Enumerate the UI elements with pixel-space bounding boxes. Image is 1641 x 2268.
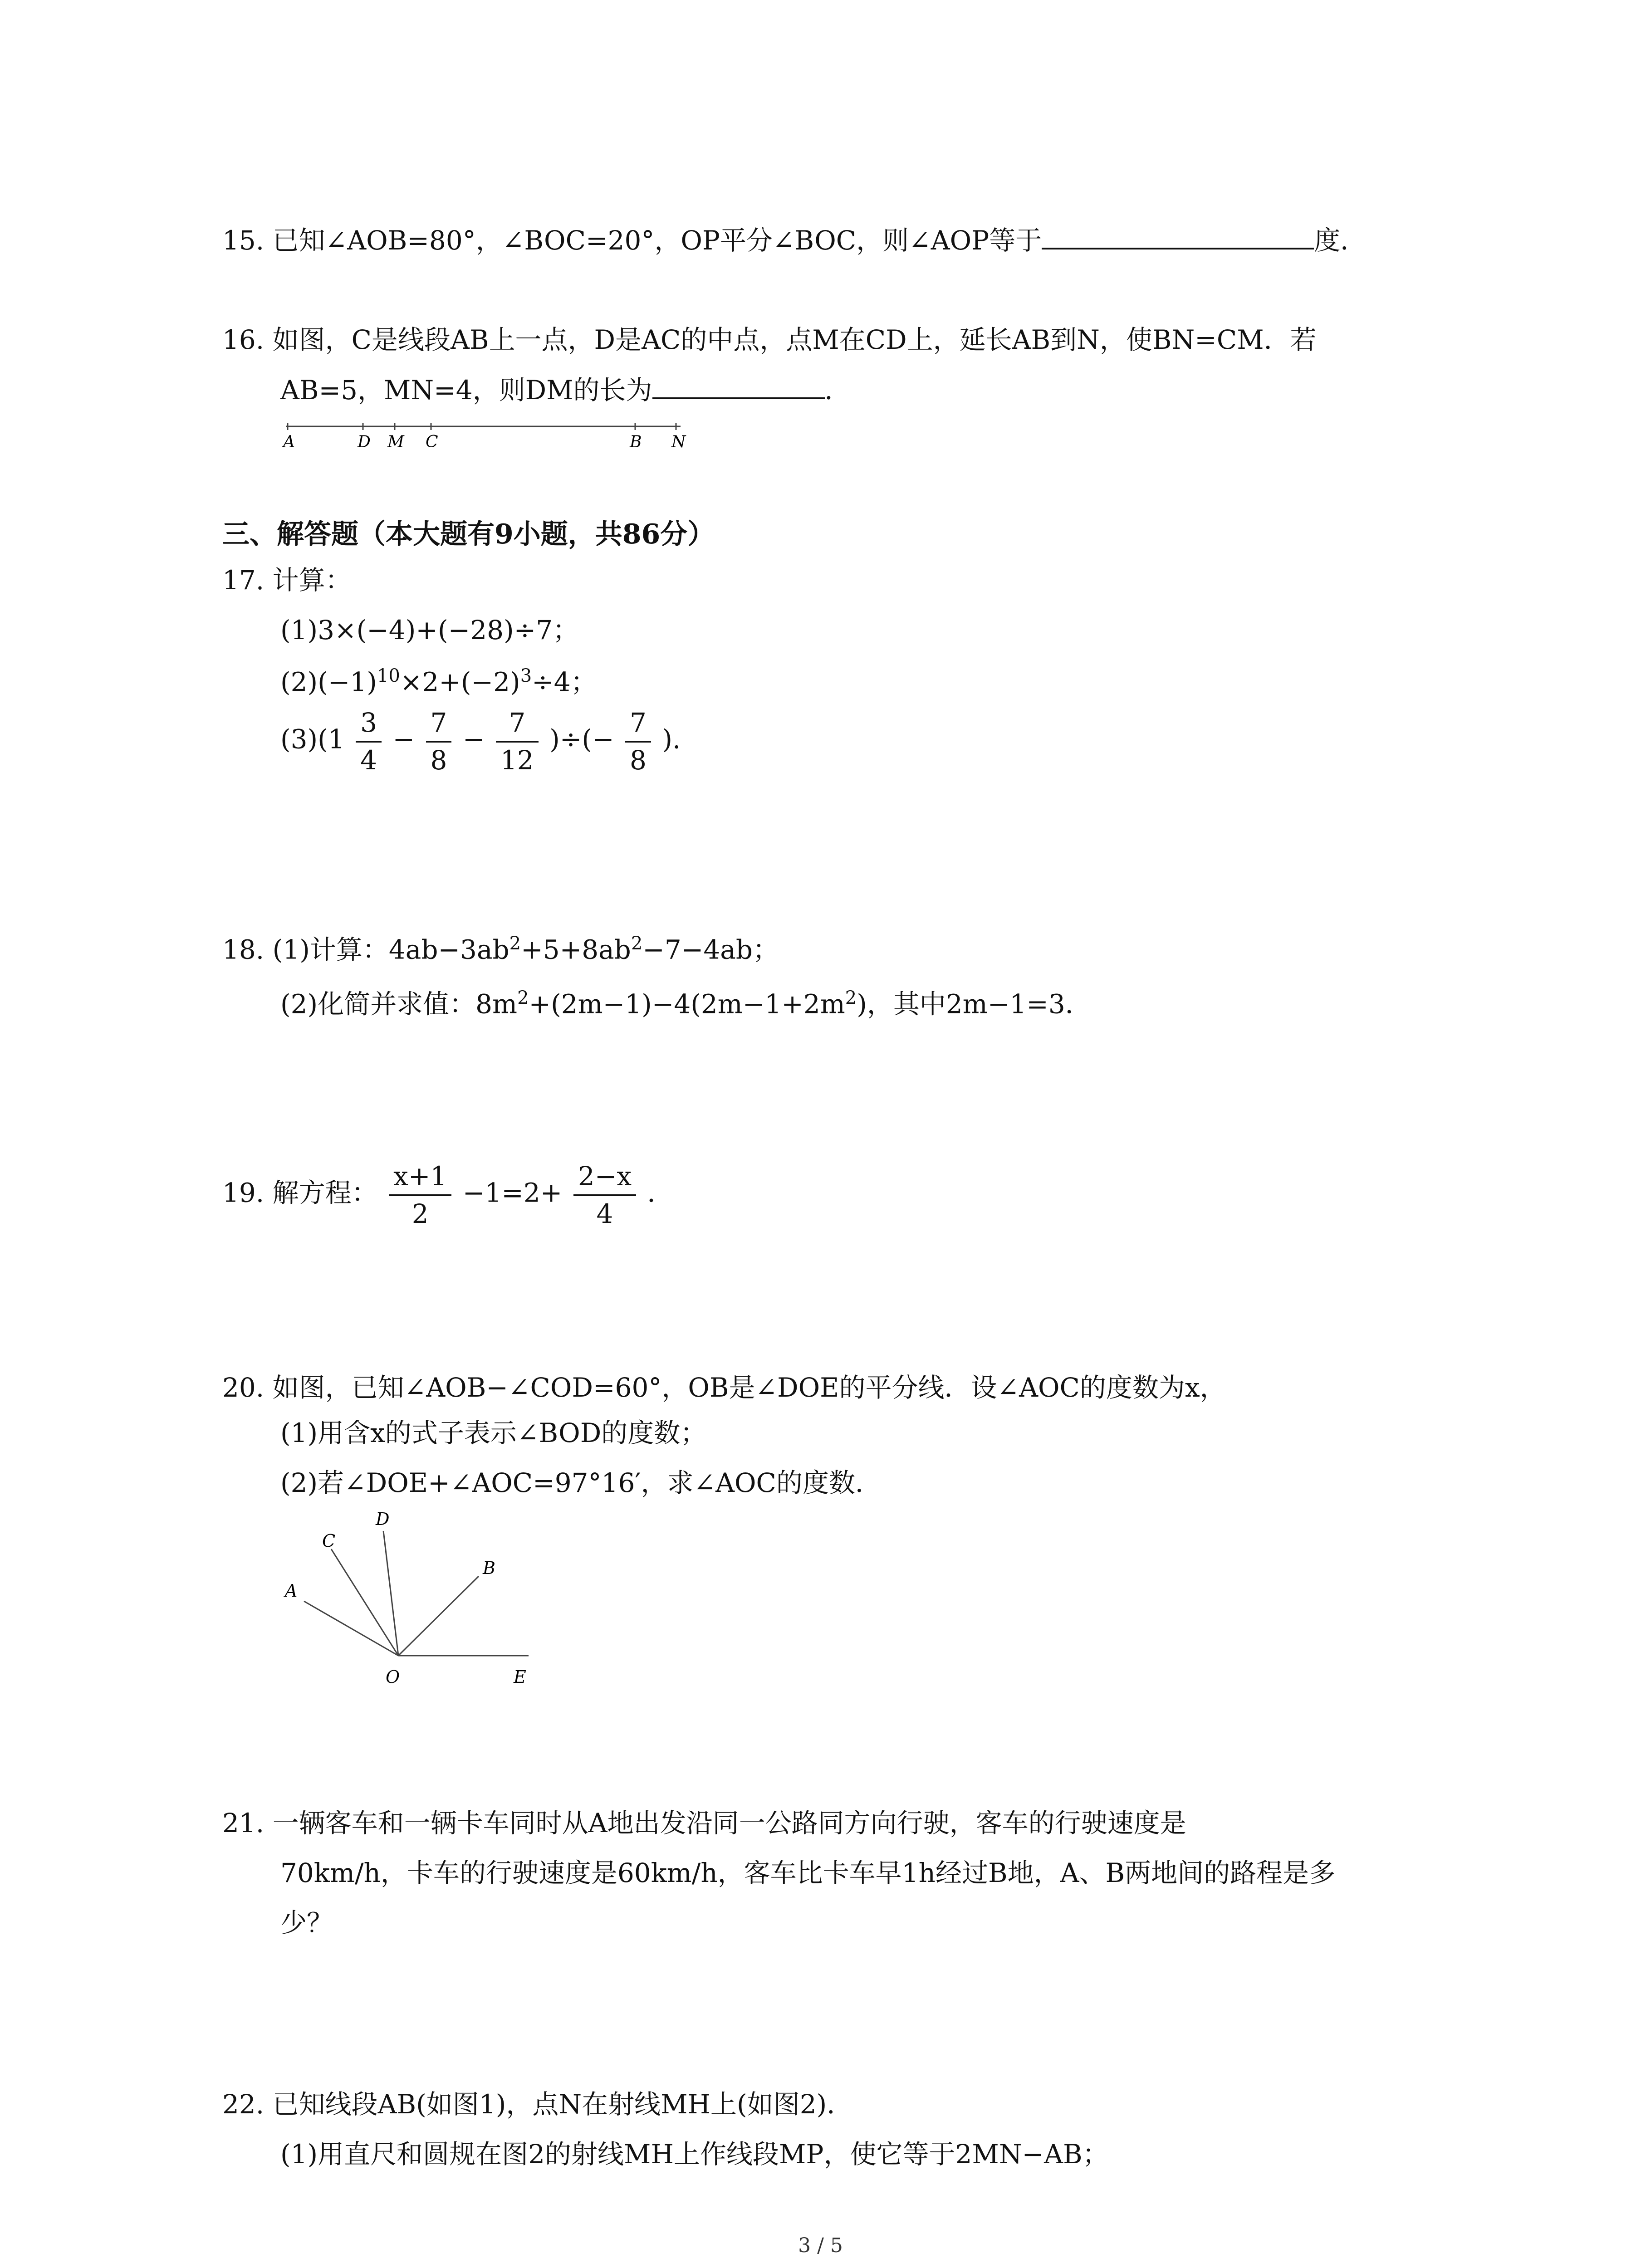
q19-a: 19. 解方程： (222, 1177, 378, 1208)
fraction-numerator: x+1 (389, 1161, 451, 1196)
q17-fraction-1 (356, 708, 382, 775)
label-b: B (630, 433, 642, 451)
question-21-line1: 21. 一辆客车和一辆卡车同时从A地出发沿同一公路同方向行驶，客车的行驶速度是 (222, 1808, 1186, 1838)
q20-angle-figure (272, 1506, 544, 1696)
question-18-part2 (280, 987, 1092, 1020)
fraction-numerator: 7 (496, 708, 539, 743)
question-22-line1: 22. 已知线段AB(如图1)，点N在射线MH上(如图2)． (222, 2089, 853, 2120)
fraction-denominator: 8 (630, 744, 647, 776)
label-d: D (376, 1509, 390, 1529)
q17-part3 (280, 708, 681, 775)
q17-p2-a: (2)(−1) (280, 666, 377, 698)
question-18-part1 (222, 934, 779, 963)
fraction-numerator: 7 (625, 708, 651, 743)
page-number: 3 / 5 (798, 2234, 843, 2257)
q16-suffix: ． (824, 375, 851, 406)
label-b: B (483, 1558, 495, 1578)
label-c: C (426, 433, 438, 451)
q15-answer-blank[interactable] (1042, 227, 1314, 249)
label-d: D (358, 433, 371, 451)
q18-p1-b: +5+8ab (521, 934, 631, 965)
q16-answer-blank[interactable] (652, 376, 825, 399)
label-m: M (387, 433, 404, 451)
q20-part1: (1)用含x的式子表示∠BOD的度数； (280, 1418, 707, 1448)
q18-p1-a: 18. (1)计算：4ab−3ab (222, 934, 509, 965)
q18-p2-c: )，其中2m−1=3． (857, 988, 1092, 1020)
q16-text: AB=5，MN=4，则DM的长为 (280, 375, 652, 406)
question-16-line1: 16. 如图，C是线段AB上一点，D是AC的中点，点M在CD上，延长AB到N，使BN=CM．若 (222, 324, 1317, 355)
q17-p3-a: (3)(1 (280, 723, 345, 755)
q18-p2-exp1: 2 (517, 987, 529, 1008)
q17-fraction-3 (496, 708, 539, 775)
label-n: N (671, 433, 686, 451)
q19-b: −1=2+ (462, 1177, 563, 1208)
q19-fraction-2 (573, 1161, 636, 1229)
fraction-numerator: 7 (426, 708, 452, 743)
question-15 (222, 227, 1367, 254)
ray-oa (304, 1601, 398, 1656)
q17-p2-c: ÷4； (532, 666, 597, 698)
fraction-numerator: 2−x (573, 1161, 636, 1196)
q18-p1-c: −7−4ab； (642, 934, 779, 965)
q17-part1: (1)3×(−4)+(−28)÷7； (280, 615, 579, 645)
q17-p3-c: ). (662, 723, 681, 755)
q18-p2-b: +(2m−1)−4(2m−1+2m (529, 988, 845, 1020)
q17-fraction-2 (426, 708, 452, 775)
fraction-denominator: 8 (430, 744, 447, 776)
q19-fraction-1 (389, 1161, 451, 1229)
q17-fraction-4 (625, 708, 651, 775)
ray-ob (398, 1576, 479, 1656)
question-16-line2 (280, 375, 851, 406)
question-21-line3: 少？ (280, 1907, 333, 1938)
label-a: A (283, 433, 295, 451)
fraction-denominator: 4 (596, 1198, 613, 1229)
question-19 (222, 1161, 674, 1229)
ray-oc (331, 1549, 398, 1656)
q20-part2: (2)若∠DOE+∠AOC=97°16′，求∠AOC的度数． (280, 1467, 882, 1498)
fraction-numerator: 3 (356, 708, 382, 743)
label-o: O (386, 1667, 400, 1687)
q18-p1-exp2: 2 (631, 933, 643, 954)
fraction-denominator: 2 (411, 1198, 429, 1229)
q17-p2-exp2: 3 (520, 665, 532, 686)
ray-od (383, 1531, 398, 1656)
q19-c: ． (647, 1177, 674, 1208)
question-21-line2: 70km/h，卡车的行驶速度是60km/h，客车比卡车早1h经过B地，A、B两地间的路程是多 (280, 1857, 1336, 1888)
label-a: A (285, 1581, 298, 1601)
q17-p2-exp1: 10 (377, 665, 400, 686)
q17-p3-minus1: − (392, 723, 415, 755)
question-20-line1: 20. 如图，已知∠AOB−∠COD=60°，OB是∠DOE的平分线．设∠AOC的度数为x， (222, 1372, 1226, 1403)
q17-p3-b: )÷(− (549, 723, 614, 755)
q15-text: 15. 已知∠AOB=80°，∠BOC=20°，OP平分∠BOC，则∠AOP等于 (222, 225, 1042, 256)
q22-part1: (1)用直尺和圆规在图2的射线MH上作线段MP，使它等于2MN−AB； (280, 2139, 1109, 2170)
q15-suffix: 度． (1314, 225, 1367, 256)
label-c: C (322, 1531, 336, 1551)
question-17-title: 17. 计算： (222, 565, 352, 596)
q16-segment-figure (272, 417, 703, 454)
section-3-heading: 三、解答题（本大题有9小题，共86分） (222, 518, 715, 550)
q18-p2-exp2: 2 (845, 987, 857, 1008)
q17-part2 (280, 665, 597, 698)
q17-p2-b: ×2+(−2) (400, 666, 520, 698)
fraction-denominator: 4 (360, 744, 377, 776)
fraction-denominator: 12 (500, 744, 534, 776)
q17-p3-minus2: − (462, 723, 485, 755)
q18-p2-a: (2)化简并求值：8m (280, 988, 518, 1020)
label-e: E (514, 1667, 526, 1687)
q18-p1-exp1: 2 (509, 933, 521, 954)
